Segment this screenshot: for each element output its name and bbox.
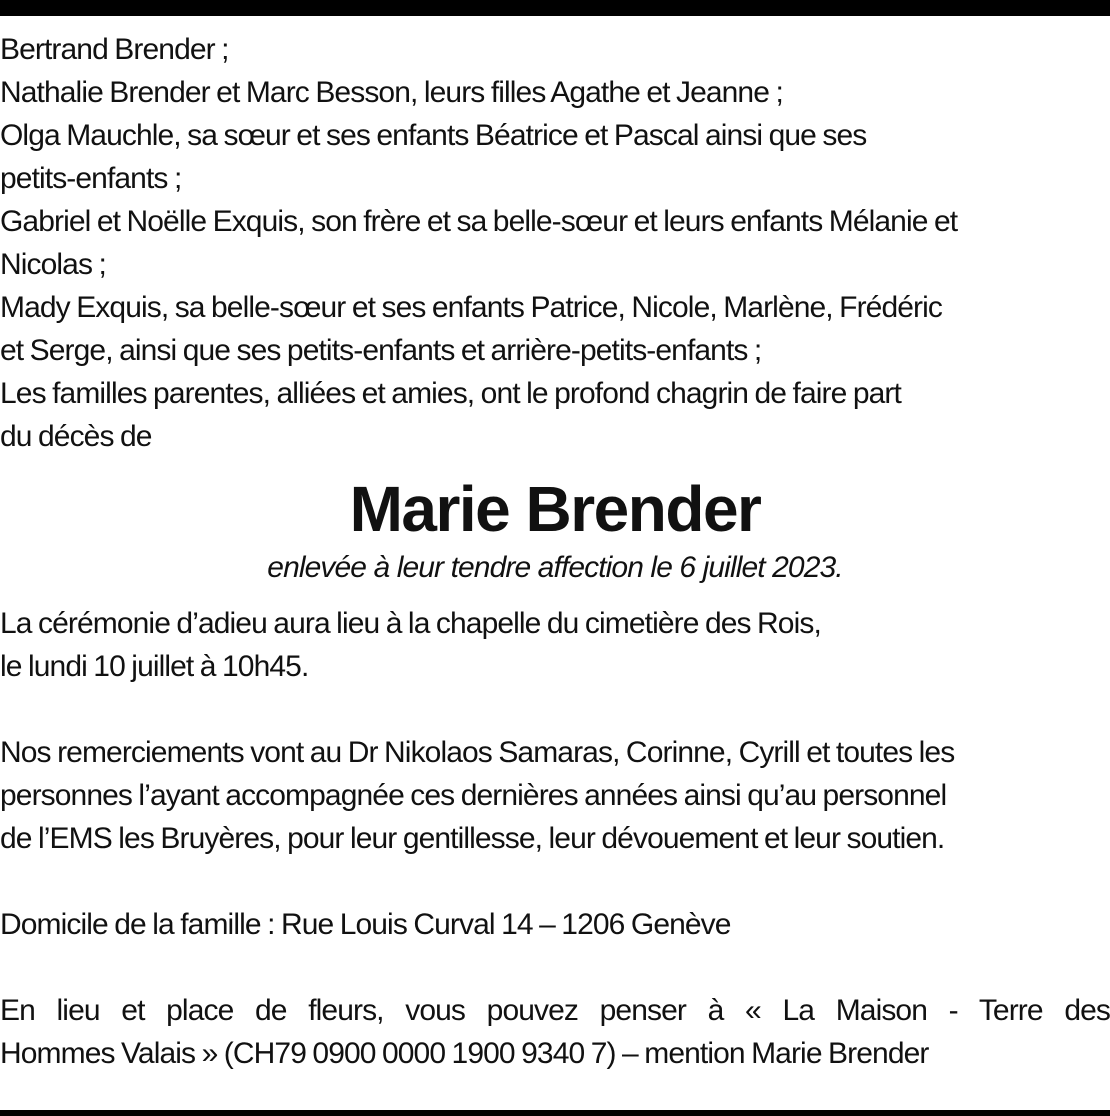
intro-line: Bertrand Brender ; xyxy=(0,33,229,66)
thanks-line: de l’EMS les Bruyères, pour leur gentillesse, leur dévouement et leur soutien. xyxy=(0,822,945,855)
thanks-line: personnes l’ayant accompagnée ces dernières années ainsi qu’au personnel xyxy=(0,779,947,812)
thanks-line: Nos remerciements vont au Dr Nikolaos Samaras, Corinne, Cyrill et toutes les xyxy=(0,736,955,769)
intro-line: Nathalie Brender et Marc Besson, leurs filles Agathe et Jeanne ; xyxy=(0,76,783,109)
intro-line: Gabriel et Noëlle Exquis, son frère et sa belle-sœur et leurs enfants Mélanie et xyxy=(0,205,958,238)
ceremony-line: La cérémonie d’adieu aura lieu à la chapelle du cimetière des Rois, xyxy=(0,607,821,640)
obituary-notice xyxy=(0,28,1110,1075)
intro-line: du décès de xyxy=(0,420,152,453)
thanks-paragraph xyxy=(0,731,1110,860)
intro-line: Olga Mauchle, sa sœur et ses enfants Béatrice et Pascal ainsi que ses xyxy=(0,119,867,152)
ceremony-info xyxy=(0,602,1110,688)
top-rule xyxy=(0,0,1110,16)
deceased-name: Marie Brender xyxy=(349,473,761,545)
intro-line: Nicolas ; xyxy=(0,248,106,281)
intro-line: Les familles parentes, alliées et amies, ont le profond chagrin de faire part xyxy=(0,377,901,410)
donation-line: Hommes Valais » (CH79 0900 0000 1900 9340 7) – mention Marie Brender xyxy=(0,1037,929,1070)
family-list xyxy=(0,28,1110,458)
donation-line: En lieu et place de fleurs, vous pouvez penser à « La Maison - Terre des xyxy=(0,994,1110,1027)
family-address: Domicile de la famille : Rue Louis Curval 14 – 1206 Genève xyxy=(0,908,731,941)
intro-line: petits-enfants ; xyxy=(0,162,182,195)
intro-line: et Serge, ainsi que ses petits-enfants et arrière-petits-enfants ; xyxy=(0,334,762,367)
intro-line: Mady Exquis, sa belle-sœur et ses enfants Patrice, Nicole, Marlène, Frédéric xyxy=(0,291,942,324)
ceremony-line: le lundi 10 juillet à 10h45. xyxy=(0,650,309,683)
bottom-rule xyxy=(0,1110,1110,1116)
donation-paragraph xyxy=(0,989,1110,1075)
death-announcement-subtitle: enlevée à leur tendre affection le 6 juillet 2023. xyxy=(267,551,843,584)
